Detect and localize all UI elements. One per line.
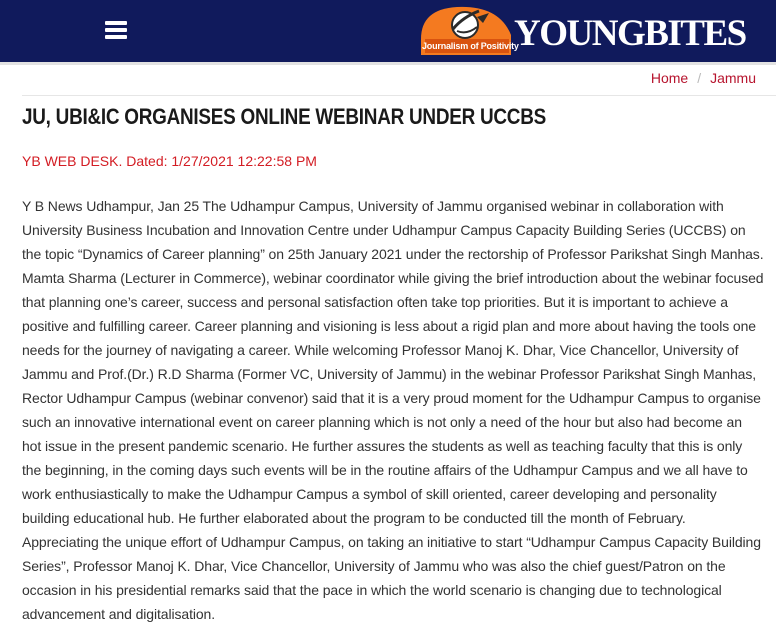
logo-tagline: Journalism of Positivity (422, 41, 519, 51)
site-logo[interactable] (419, 5, 749, 57)
breadcrumb (651, 70, 756, 86)
breadcrumb-home-link[interactable]: Home (650, 70, 689, 86)
breadcrumb-divider (22, 95, 776, 96)
breadcrumb-separator: / (697, 70, 702, 86)
breadcrumb-jammu-link[interactable]: Jammu (710, 70, 756, 86)
article-title: JU, UBI&IC ORGANISES ONLINE WEBINAR UNDER UCCBS (22, 104, 546, 129)
top-navbar (0, 0, 776, 65)
logo-brand-name: YOUNGBITES (514, 13, 746, 54)
article-byline: YB WEB DESK. Dated: 1/27/2021 12:22:58 PM (22, 153, 317, 169)
hamburger-menu-icon[interactable] (105, 21, 127, 39)
article-body: Y B News Udhampur, Jan 25 The Udhampur Campus, University of Jammu organised webinar in collaboration with University Business Incubation and Innovation Centre under Udhampur Campus Capacity Building Series (UCCBS) on the topic “Dynamics of Career planning” on 25th January 2021 under the rectorship of Professor Parikshat Singh Manhas. Mamta Sharma (Lecturer in Commerce), webinar coordinator while giving the brief introduction about the webinar focused that planning one’s career, success and personal satisfaction often take top priorities. But it is important to achieve a positive and fulfilling career. Career planning and visioning is less about a rigid plan and more about having the tools one needs for the journey of navigating a career. While welcoming Professor Manoj K. Dhar, Vice Chancellor, University of Jammu and Prof.(Dr.) R.D Sharma (Former VC, University of Jammu) in the webinar Professor Parikshat Singh Manhas, Rector Udhampur Campus (webinar convenor) said that it is a very proud moment for the Udhampur Campus to organise such an innovative international event on career planning which is not only a need of the hour but also had become an hot issue in the present pandemic scenario. He further assures the students as well as teaching faculty that this is only the beginning, in the coming days such events will be in the routine affairs of the Udhampur Campus and we all have to work enthusiastically to make the Udhampur Campus a symbol of skill oriented, career developing and personality building educational hub. He further elaborated about the program to be conducted till the month of February. Appreciating the unique effort of Udhampur Campus, on taking an initiative to start “Udhampur Campus Capacity Building Series”, Professor Manoj K. Dhar, Vice Chancellor, University of Jammu who was also the chief guest/Patron on the occasion in his presidential remarks said that the pace in which the world scenario is changing due to technological advancement and digitalisation. (22, 198, 764, 622)
